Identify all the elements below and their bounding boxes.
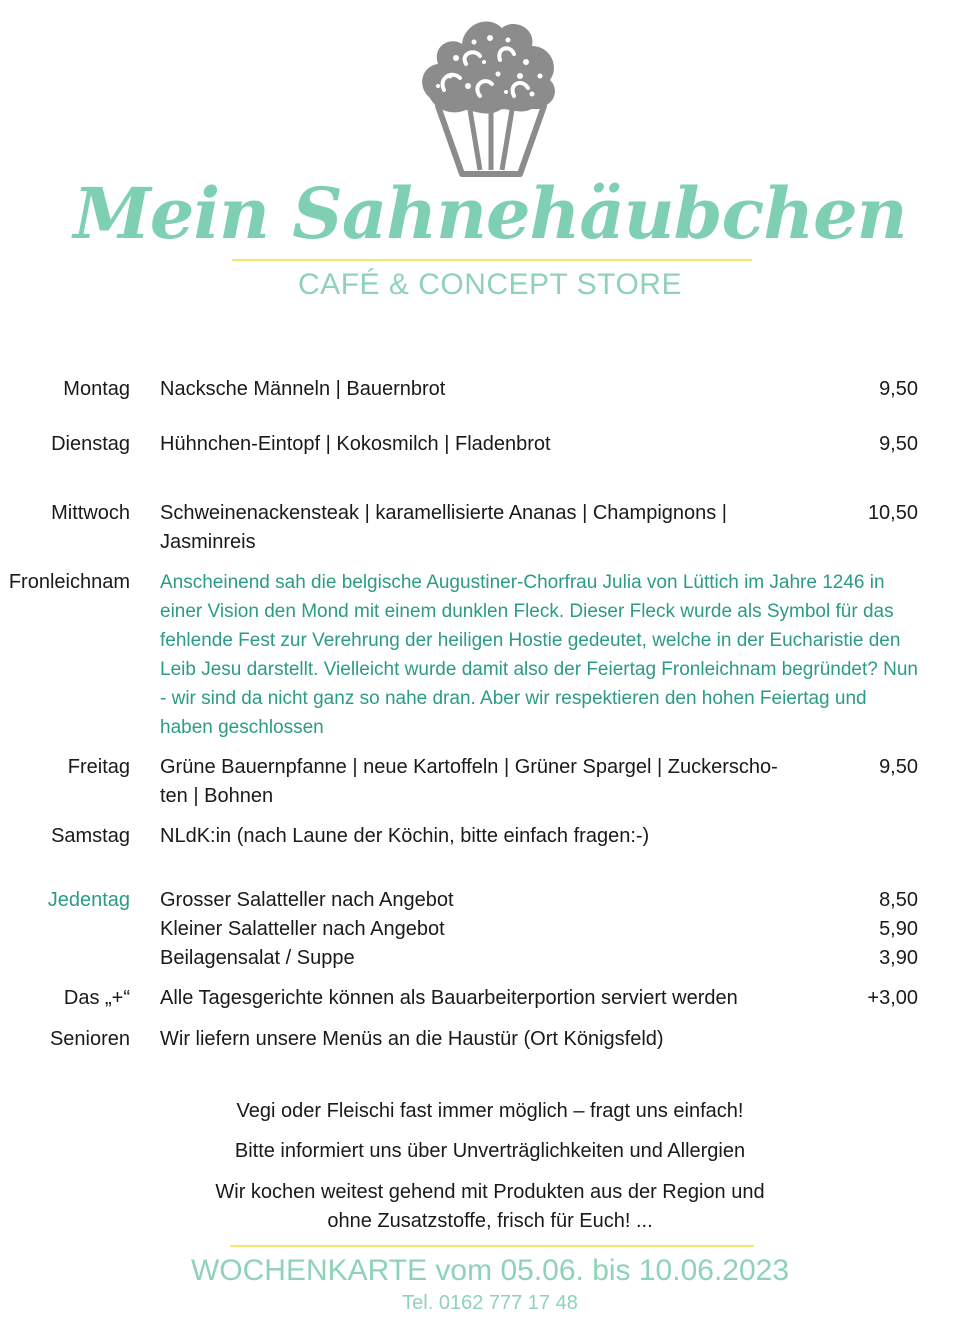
day-label: Samstag bbox=[51, 825, 130, 847]
dish-text: Beilagensalat / Suppe bbox=[160, 947, 355, 969]
price: 9,50 bbox=[879, 378, 918, 400]
note-regional-1: Wir kochen weitest gehend mit Produkten aus der Region und bbox=[215, 1181, 765, 1203]
dish-text: Hühnchen-Eintopf | Kokosmilch | Fladenbrot bbox=[160, 433, 551, 455]
price: +3,00 bbox=[867, 987, 918, 1009]
day-label: Fronleichnam bbox=[8, 571, 130, 593]
everyday-label: Jedentag bbox=[47, 889, 130, 911]
day-label: Montag bbox=[63, 378, 130, 400]
header-divider bbox=[232, 259, 752, 261]
cupcake-icon bbox=[410, 6, 570, 178]
day-label: Freitag bbox=[67, 756, 130, 778]
price: 8,50 bbox=[879, 889, 918, 911]
price: 10,50 bbox=[867, 502, 918, 524]
extra-label: Das „+“ bbox=[63, 987, 130, 1009]
price: 5,90 bbox=[879, 918, 918, 940]
brand-title: Mein Sahnehäubchen bbox=[73, 172, 907, 255]
holiday-text: Anscheinend sah die belgische Augustiner-Chorfrau Julia von Lüttich im Jahre 1246 in einer Vision den Mond mit einem dunklen Fleck. Dieser Fleck wurde als Symbol für das fehlende Fest zur Verehrung der heiligen Hostie gedeutet, welche in der Eucharistie den Leib Jesu darstellt. Vielleicht wurde damit also der Feiertag Fronleichnam begründet? Nun - wir sind da nicht ganz so nahe dran. Aber wir respektieren den hohen Feiertag und haben geschlossen bbox=[160, 572, 918, 738]
extra-text: Alle Tagesgerichte können als Bauarbeiterportion serviert werden bbox=[160, 987, 738, 1009]
dish-text: Grüne Bauernpfanne | neue Kartoffeln | Grüner Spargel | Zuckerscho- ten | Bohnen bbox=[160, 756, 778, 807]
seniors-text: Wir liefern unsere Menüs an die Haustür (Ort Königsfeld) bbox=[160, 1028, 664, 1050]
seniors-label: Senioren bbox=[49, 1028, 130, 1050]
price: 9,50 bbox=[879, 433, 918, 455]
note-allergies: Bitte informiert uns über Unverträglichkeiten und Allergien bbox=[234, 1140, 746, 1162]
dish-text: Nacksche Männeln | Bauernbrot bbox=[160, 378, 446, 400]
brand-subtitle: CAFÉ & CONCEPT STORE bbox=[298, 268, 682, 301]
dish-text: Kleiner Salatteller nach Angebot bbox=[160, 918, 445, 940]
dish-text: Grosser Salatteller nach Angebot bbox=[160, 889, 454, 911]
note-vegi: Vegi oder Fleischi fast immer möglich – fragt uns einfach! bbox=[236, 1100, 744, 1122]
phone-number: Tel. 0162 777 17 48 bbox=[402, 1292, 578, 1314]
note-regional-2: ohne Zusatzstoffe, frisch für Euch! ... bbox=[327, 1210, 653, 1232]
dish-text: NLdK:in (nach Laune der Köchin, bitte einfach fragen:-) bbox=[160, 825, 650, 847]
footer-divider bbox=[230, 1245, 754, 1247]
price: 9,50 bbox=[879, 756, 918, 778]
dish-text: Schweinenackensteak | karamellisierte Ananas | Champignons | Jasminreis bbox=[160, 502, 728, 553]
price: 3,90 bbox=[879, 947, 918, 969]
day-label: Mittwoch bbox=[51, 502, 130, 524]
day-label: Dienstag bbox=[51, 433, 130, 455]
week-title: WOCHENKARTE vom 05.06. bis 10.06.2023 bbox=[190, 1254, 790, 1287]
